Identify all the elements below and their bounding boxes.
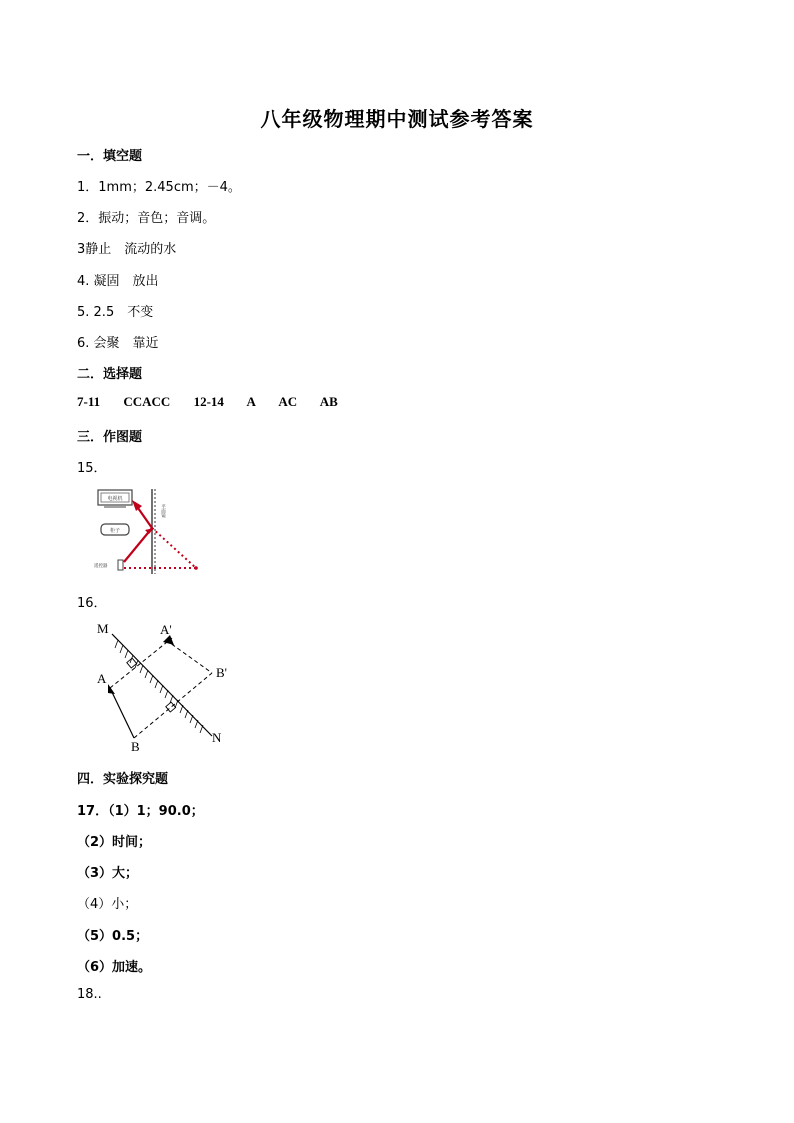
choice-answer: CCACC [123,394,171,409]
label-m: M [97,621,109,636]
choice-answer: A [246,394,256,409]
question-number: 15． [77,461,107,476]
section-heading-choice: 二．选择题 [77,367,143,382]
label-n: N [212,730,222,745]
ray-arrowhead [132,500,142,511]
answer-line: （5）0.5； [77,929,149,944]
label-b: B [131,739,140,754]
object-arrowhead [108,684,115,694]
label-a: A [97,671,107,686]
answer-line: 6. 会聚 靠近 [77,336,159,351]
answer-line: 17．（1）1；90.0； [77,804,204,819]
label-a-prime: A' [160,622,172,637]
remote-label: 遥控器 [94,564,108,569]
label-b-prime: B' [216,665,228,680]
choice-answers [77,394,338,410]
section-heading-fill: 一．填空题 [77,149,143,164]
section-heading-drawing: 三．作图题 [77,430,143,445]
answer-line: （4）小； [77,897,138,912]
choice-answer: AC [278,394,298,409]
cabinet-label: 柜子 [109,528,121,534]
choice-range: 7-11 [77,394,101,409]
choice-range: 12-14 [193,394,224,409]
reflected-ray [138,508,152,528]
object-ab [110,688,134,738]
mirror-label: 平面镜 [160,504,166,518]
section-heading-experiment: 四．实验探究题 [77,772,169,787]
mirror-mn [112,634,212,736]
dashed-b-b1 [134,673,212,738]
answer-line: （3）大； [77,866,139,881]
figure-16-mirror-image [90,618,240,758]
choice-answer: AB [319,394,338,409]
virtual-ray [152,528,196,568]
question-number: 16． [77,596,107,611]
virtual-image-point [194,566,198,570]
image-a1b1 [166,640,212,673]
mirror-hatching [115,640,203,733]
question-number: 18.. [77,987,102,1002]
answer-line: 5. 2.5 不变 [77,305,154,320]
answer-line: （2）时间； [77,835,152,850]
answer-line: 1．1mm；2.45cm；－4。 [77,180,241,195]
answer-line: 4. 凝固 放出 [77,274,159,289]
answer-line: 2．振动；音色；音调。 [77,211,216,226]
answer-line: 3静止 流动的水 [77,242,177,257]
figure-15-mirror-reflection [84,484,214,579]
tv-label: 电视机 [107,496,123,502]
answer-line: （6）加速。 [77,960,152,975]
page-title: 八年级物理期中测试参考答案 [260,107,534,131]
